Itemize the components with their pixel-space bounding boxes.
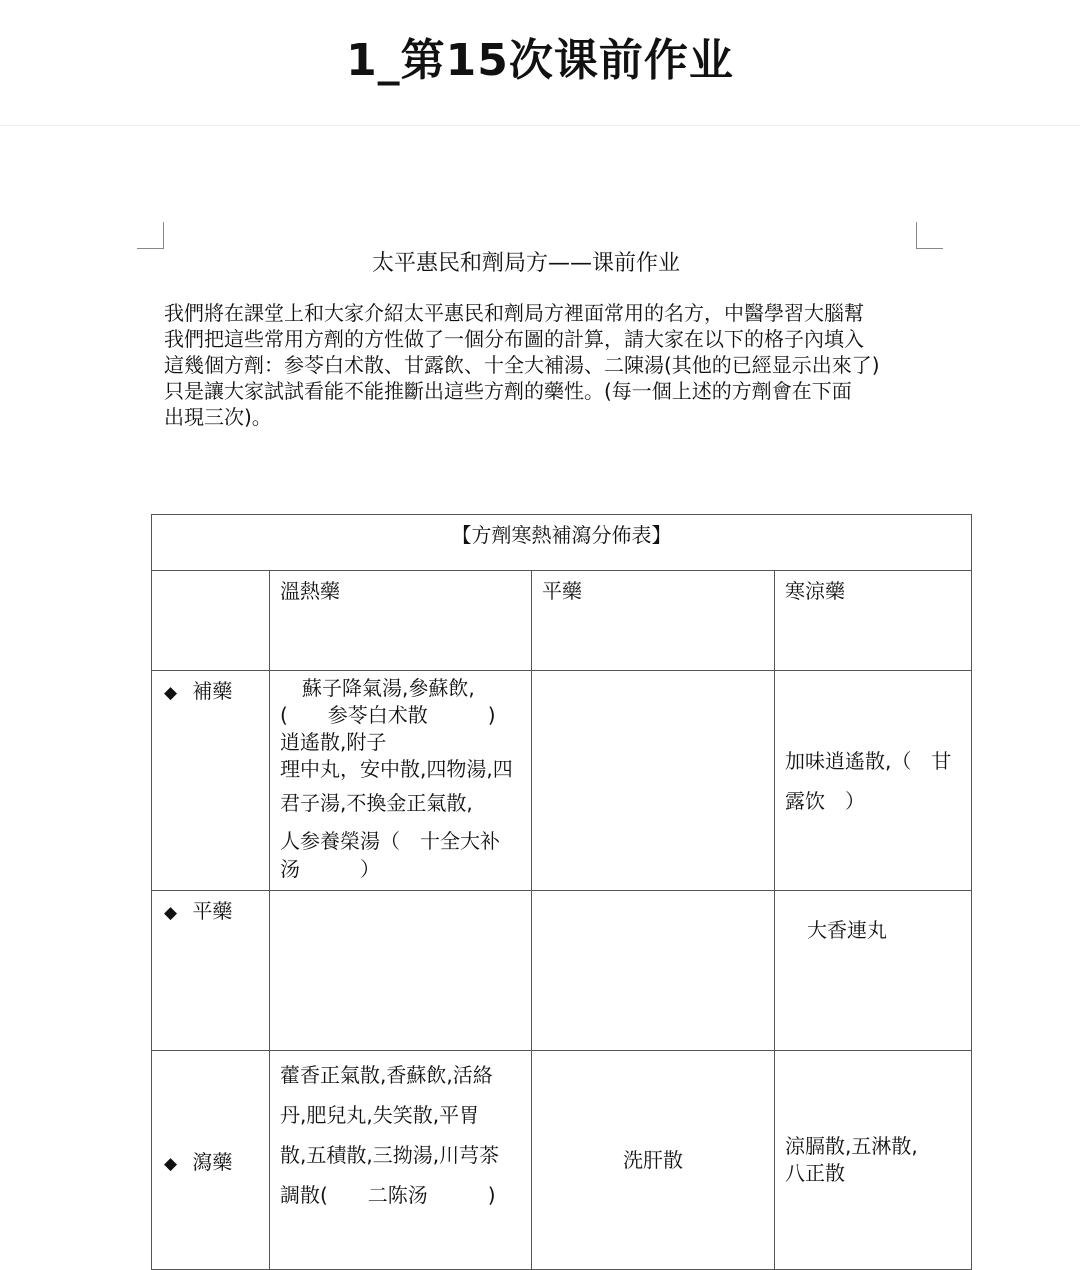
- cell-line: 藿香正氣散,香蘇飲,活絡: [280, 1063, 493, 1087]
- crop-mark-right: [916, 222, 943, 249]
- cell-tonic-cold[interactable]: [775, 671, 972, 891]
- diamond-bullet-icon: ◆: [164, 683, 178, 703]
- column-header-warm: 溫熱藥: [270, 571, 532, 671]
- distribution-table: [151, 514, 972, 1270]
- table-row: [152, 671, 972, 891]
- cell-neutral-cold[interactable]: [775, 891, 972, 1051]
- cell-neutral-neutral[interactable]: [532, 891, 775, 1051]
- cell-line: 汤 ）: [280, 857, 380, 881]
- page-title: 1_第15次课前作业: [346, 35, 734, 86]
- cell-purge-neutral[interactable]: 洗肝散: [532, 1051, 775, 1270]
- cell-line: 丹,肥兒丸,失笑散,平胃: [280, 1103, 480, 1127]
- document-title: 太平惠民和劑局方——课前作业: [371, 251, 680, 276]
- cell-purge-cold[interactable]: [775, 1051, 972, 1270]
- cell-line: 蘇子降氣湯,參蘇飲,: [302, 676, 475, 700]
- cell-tonic-neutral[interactable]: [532, 671, 775, 891]
- table-row: [152, 1051, 972, 1270]
- diamond-bullet-icon: ◆: [164, 903, 178, 923]
- crop-mark-left: [137, 222, 164, 249]
- row-label-tonic: [152, 671, 270, 891]
- diamond-bullet-icon: ◆: [164, 1153, 178, 1174]
- paragraph-line: 我們把這些常用方劑的方性做了一個分布圖的計算，請大家在以下的格子內填入: [164, 327, 864, 351]
- cell-line: 理中丸，安中散,四物湯,四: [280, 757, 513, 781]
- paragraph-line: 出現三次)。: [164, 405, 272, 429]
- cell-line: ( 参苓白术散 ): [280, 703, 496, 727]
- cell-line: 大香連丸: [807, 918, 887, 942]
- row-label-text: 瀉藥: [192, 1149, 233, 1174]
- cell-line: 君子湯,不換金正氣散,: [280, 791, 473, 815]
- row-label-purge: [152, 1051, 270, 1270]
- cell-line: 露饮 ）: [785, 788, 865, 813]
- row-label-text: 平藥: [192, 899, 233, 923]
- column-header-cold: 寒涼藥: [775, 571, 972, 671]
- table-row: [152, 891, 972, 1051]
- cell-line: 調散( 二陈汤 ): [280, 1183, 496, 1207]
- paragraph-line: 我們將在課堂上和大家介紹太平惠民和劑局方裡面常用的名方，中醫學習大腦幫: [164, 301, 864, 325]
- cell-neutral-warm[interactable]: [270, 891, 532, 1051]
- paragraph-line: 只是讓大家試試看能不能推斷出這些方劑的藥性。(每一個上述的方劑會在下面: [164, 379, 852, 403]
- cell-line: 逍遙散,附子: [280, 730, 387, 754]
- row-label-neutral: [152, 891, 270, 1051]
- row-label-text: 補藥: [192, 679, 233, 703]
- cell-line: 八正散: [785, 1161, 845, 1185]
- table-caption: 【方劑寒熱補瀉分佈表】: [152, 515, 972, 571]
- document-paragraph: [164, 300, 924, 430]
- cell-tonic-warm[interactable]: [270, 671, 532, 891]
- cell-line: 人参養榮湯（ 十全大补: [280, 829, 500, 853]
- header-empty-cell: [152, 571, 270, 671]
- app-header: [0, 0, 1080, 126]
- paragraph-line: 這幾個方劑：参苓白术散、甘露飲、十全大補湯、二陳湯(其他的已經显示出來了): [164, 353, 880, 377]
- cell-line: 散,五積散,三拗湯,川芎茶: [280, 1143, 500, 1167]
- cell-line: 加味逍遙散,（ 甘: [785, 748, 952, 773]
- cell-purge-warm[interactable]: [270, 1051, 532, 1270]
- column-header-neutral: 平藥: [532, 571, 775, 671]
- cell-line: 涼膈散,五淋散,: [785, 1134, 918, 1158]
